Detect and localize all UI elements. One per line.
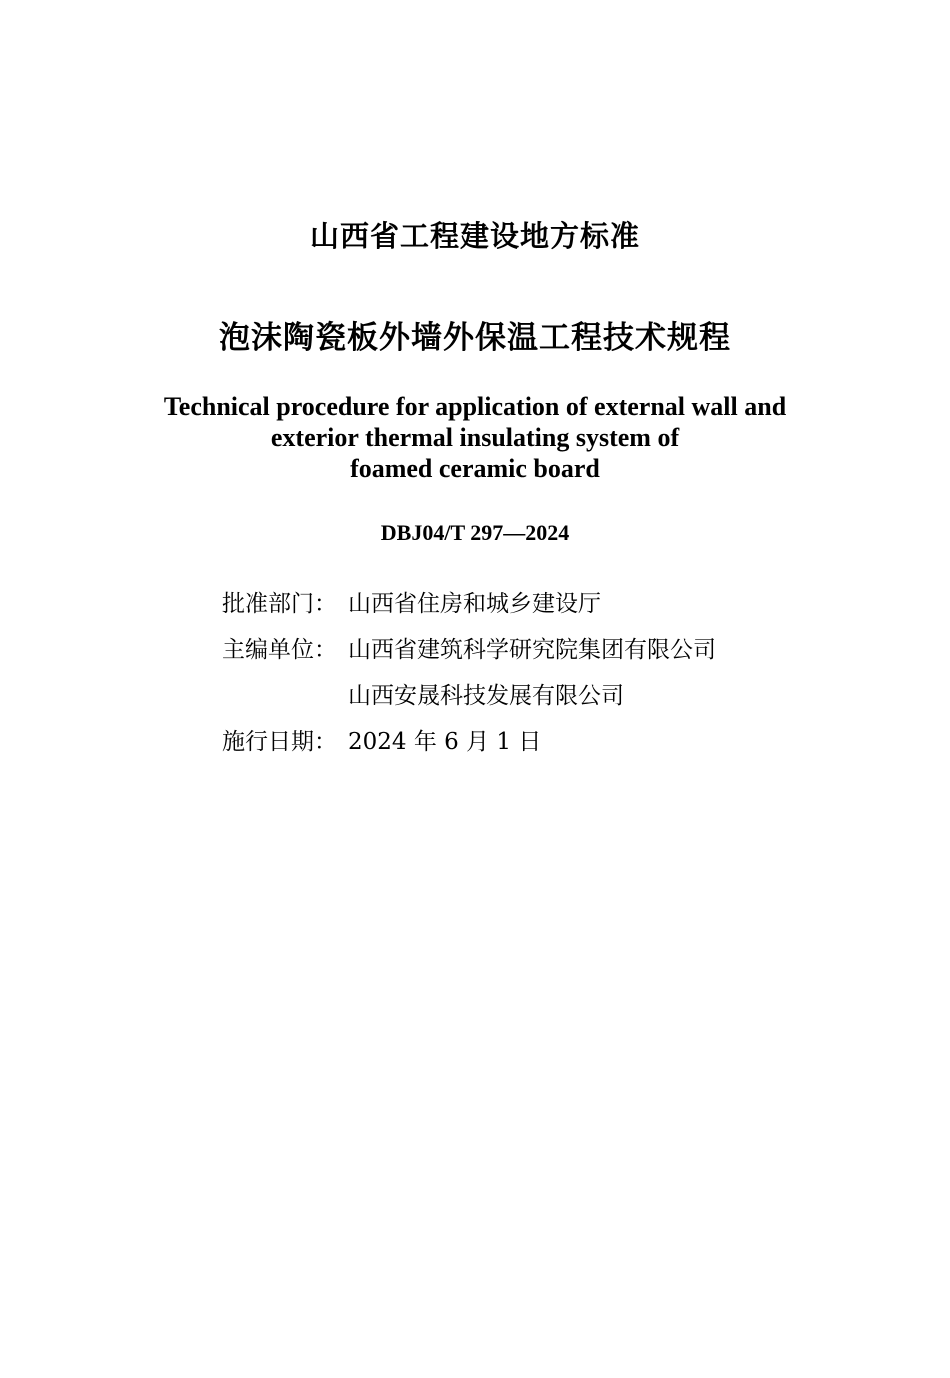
- english-title-line: exterior thermal insulating system of: [270, 423, 680, 452]
- english-title: [100, 391, 850, 484]
- standard-code: DBJ04/T 297—2024: [380, 520, 570, 545]
- chinese-title: 泡沫陶瓷板外墙外保温工程技术规程: [219, 320, 731, 356]
- approval-value: 山西省住房和城乡建设厅: [348, 591, 601, 617]
- editor-value: 山西安晟科技发展有限公司: [348, 683, 624, 709]
- effective-date-value: 2024 年 6 月 1 日: [348, 729, 542, 755]
- english-title-line: foamed ceramic board: [350, 454, 600, 483]
- editor-row: [222, 627, 716, 719]
- editor-label: 主编单位：: [222, 637, 337, 663]
- approval-label: 批准部门：: [222, 591, 337, 617]
- editor-list: [348, 627, 716, 719]
- publication-info: [222, 581, 716, 765]
- standard-type-heading: 山西省工程建设地方标准: [309, 219, 640, 253]
- english-title-line: Technical procedure for application of external wall and: [163, 392, 787, 421]
- effective-date-row: [222, 719, 716, 765]
- editor-value: 山西省建筑科学研究院集团有限公司: [348, 637, 716, 663]
- effective-date-label: 施行日期：: [222, 729, 337, 755]
- approval-row: [222, 581, 716, 627]
